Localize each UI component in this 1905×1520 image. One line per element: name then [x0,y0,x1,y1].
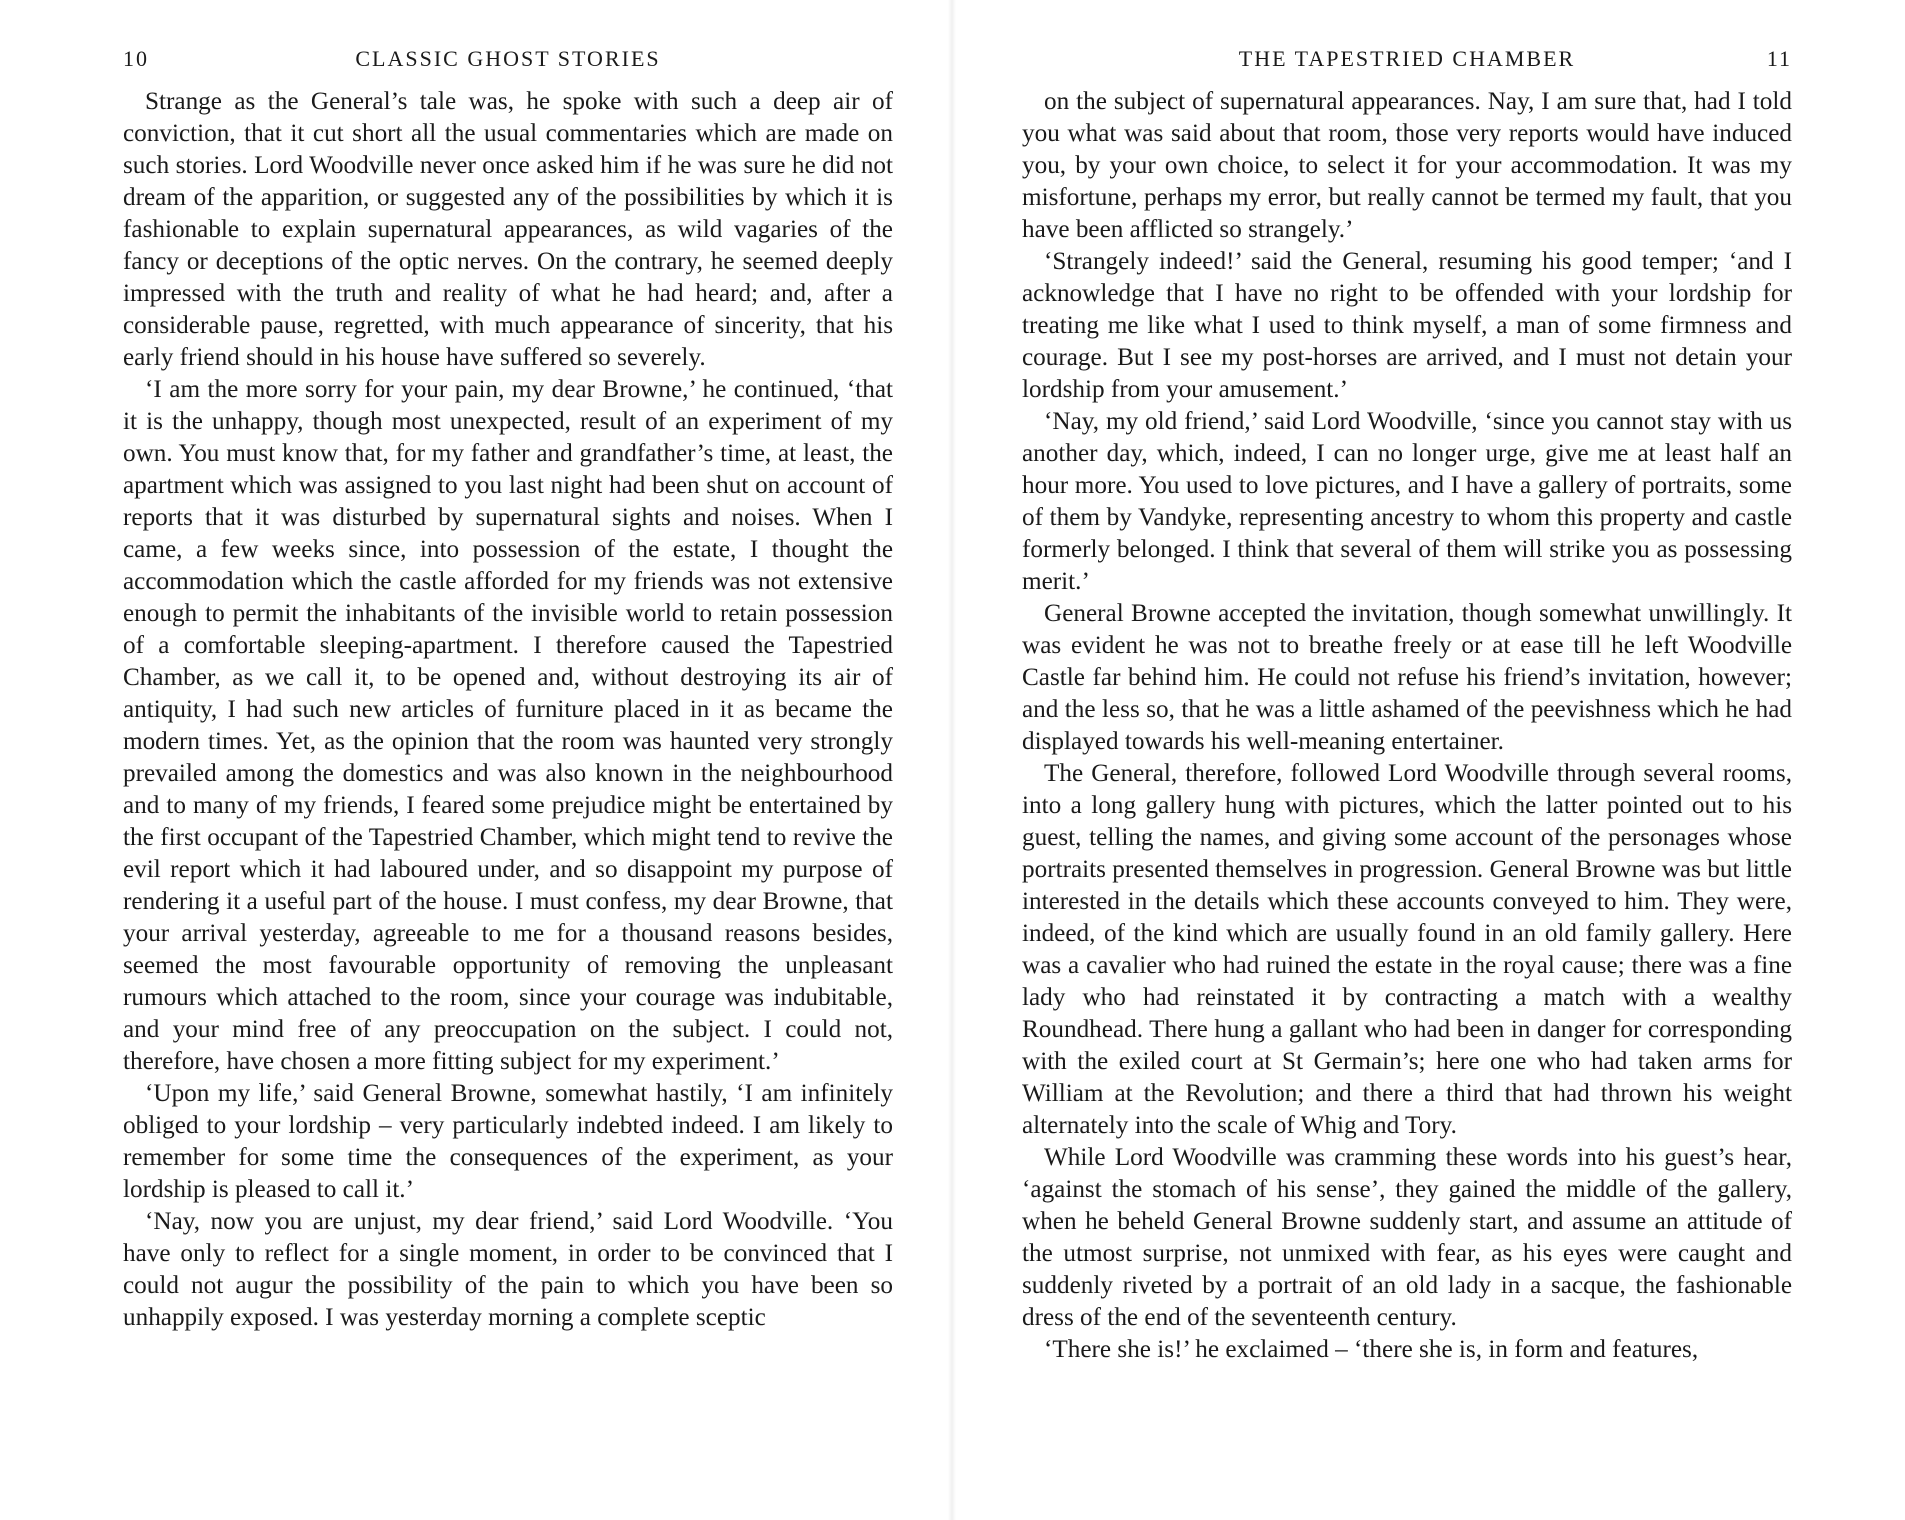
paragraph: ‘Strangely indeed!’ said the General, resuming his good temper; ‘and I acknowledge that I have no right to be offended with your lordship for treating me like what I used to think myself, a man of some firmness and courage. But I see my post-horses are arrived, and I must not detain your lordship from your amusement.’ [1022,248,1792,403]
running-head [1022,46,1792,86]
paragraph: General Browne accepted the invitation, though somewhat unwillingly. It was evident he was not to breathe freely or at ease till he left Woodville Castle far behind him. He could not refuse his friend’s invitation, however; and the less so, that he was a little ashamed of the peevishness which he had displayed towards his well-meaning entertainer. [1022,600,1792,755]
paragraph: ‘Nay, now you are unjust, my dear friend,’ said Lord Woodville. ‘You have only to reflect for a single moment, in order to be convinced that I could not augur the possibility of the pain to which you have been so unhappily exposed. I was yesterday morning a complete sceptic [123,1208,893,1331]
body-text [123,86,893,1334]
left-page [0,0,952,1520]
paragraph: ‘Upon my life,’ said General Browne, somewhat hastily, ‘I am infinitely obliged to your lordship – very particularly indebted indeed. I am likely to remember for some time the consequences of the experiment, as your lordship is pleased to call it.’ [123,1080,893,1203]
paragraph: ‘I am the more sorry for your pain, my dear Browne,’ he continued, ‘that it is the unhappy, though most unexpected, result of an experiment of my own. You must know that, for my father and grandfather’s time, at least, the apartment which was assigned to you last night had been shut on account of reports that it was disturbed by supernatural sights and noises. When I came, a few weeks since, into possession of the estate, I thought the accommodation which the castle afforded for my friends was not extensive enough to permit the inhabitants of the invisible world to retain possession of a comfortable sleeping-apartment. I therefore caused the Tapestried Chamber, as we call it, to be opened and, without destroying its air of antiquity, I had such new articles of furniture placed in it as became the modern times. Yet, as the opinion that the room was haunted very strongly prevailed among the domestics and was also known in the neighbourhood and to many of my friends, I feared some prejudice might be entertained by the first occupant of the Tapestried Chamber, which might tend to revive the evil report which it had laboured under, and so disappoint my purpose of rendering it a useful part of the house. I must confess, my dear Browne, that your arrival yesterday, agreeable to me for a thousand reasons besides, seemed the most favourable opportunity of removing the unpleasant rumours which attached to the room, since your courage was indubitable, and your mind free of any preoccupation on the subject. I could not, therefore, have chosen a more fitting subject for my experiment.’ [123,376,893,1075]
paragraph: ‘Nay, my old friend,’ said Lord Woodville, ‘since you cannot stay with us another day, which, indeed, I can no longer urge, give me at least half an hour more. You used to love pictures, and I have a gallery of portraits, some of them by Vandyke, representing ancestry to whom this property and castle formerly belonged. I think that several of them will strike you as possessing merit.’ [1022,408,1792,595]
paragraph: ‘There she is!’ he exclaimed – ‘there she is, in form and features, [1044,1336,1699,1363]
running-head-title: THE TAPESTRIED CHAMBER [1238,46,1576,71]
page-number: 10 [123,46,149,71]
paragraph: While Lord Woodville was cramming these words into his guest’s hear, ‘against the stomach of his sense’, they gained the middle of the gallery, when he beheld General Browne suddenly start, and assume an attitude of the utmost surprise, not unmixed with fear, as his eyes were caught and suddenly riveted by a portrait of an old lady in a sacque, the fashionable dress of the end of the seventeenth century. [1022,1144,1792,1331]
paragraph: The General, therefore, followed Lord Woodville through several rooms, into a long gallery hung with pictures, which the latter pointed out to his guest, telling the names, and giving some account of the personages whose portraits presented themselves in progression. General Browne was but little interested in the details which these accounts conveyed to him. They were, indeed, of the kind which are usually found in an old family gallery. Here was a cavalier who had ruined the estate in the royal cause; there was a fine lady who had reinstated it by contracting a match with a wealthy Roundhead. There hung a gallant who had been in danger for corresponding with the exiled court at St Germain’s; here one who had taken arms for William at the Revolution; and there a third that had thrown his weight alternately into the scale of Whig and Tory. [1022,760,1792,1139]
running-head-title: CLASSIC GHOST STORIES [355,46,661,71]
page-number: 11 [1766,46,1792,71]
paragraph: Strange as the General’s tale was, he spoke with such a deep air of conviction, that it cut short all the usual commentaries which are made on such stories. Lord Woodville never once asked him if he was sure he did not dream of the apparition, or suggested any of the possibilities by which it is fashionable to explain supernatural appearances, as wild vagaries of the fancy or deceptions of the optic nerves. On the contrary, he seemed deeply impressed with the truth and reality of what he had heard; and, after a considerable pause, regretted, with much appearance of sincerity, that his early friend should in his house have suffered so severely. [123,88,893,371]
body-text [1022,86,1792,1366]
right-page [952,0,1905,1520]
running-head [123,46,893,86]
paragraph: on the subject of supernatural appearances. Nay, I am sure that, had I told you what was said about that room, those very reports would have induced you, by your own choice, to select it for your accommodation. It was my misfortune, perhaps my error, but really cannot be termed my fault, that you have been afflicted so strangely.’ [1022,88,1792,243]
